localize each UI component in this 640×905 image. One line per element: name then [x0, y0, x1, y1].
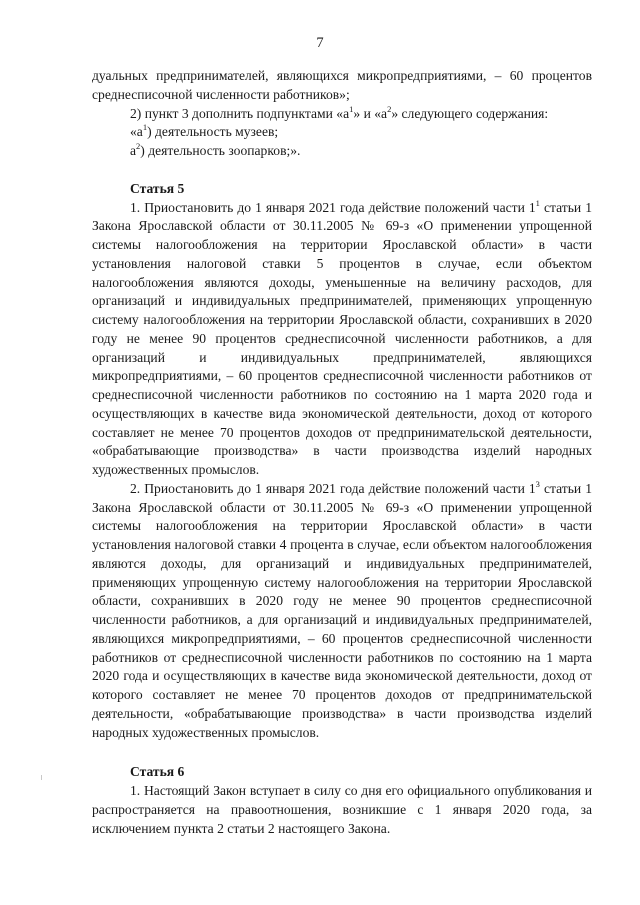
- amendment-text: » следующего содержания:: [391, 105, 549, 121]
- paragraph-text: статьи 1 Закона Ярославской области от 30.11.2005 № 69-з «О применении упрощенной системы налогообложения на территории Ярославской области» в части установления налоговой ставки 4 процента в случае, если объектом налогообложения являются доходы, для организаций и индивидуальных предпринимателей, применяющих упрощенную систему налогообложения на территории Ярославской области, сохранивших в 2020 году не менее 90 процентов среднесписочной численности работников, а для организаций и индивидуальных предпринимателей, являющихся микропредприятиями, – 60 процентов среднесписочной численности работников от среднесписочной численности работников по состоянию на 1 марта 2020 года и осуществляющих в качестве вида экономической деятельности, доход от которого составляет не менее 70 процентов доходов от предпринимательской деятельности, «обрабатывающие производства» в части производства изделий народных художественных промыслов.: [92, 480, 592, 740]
- paragraph-text: 2. Приостановить до 1 января 2021 года действие положений части 1: [130, 480, 536, 496]
- amendment-point-2: [92, 105, 592, 124]
- article-5-paragraph-1: [92, 199, 592, 480]
- article-5-paragraph-2: [92, 480, 592, 743]
- superscript: 2: [136, 141, 141, 151]
- superscript: 3: [535, 478, 540, 489]
- subitem-text: а: [130, 143, 137, 158]
- amendment-text: 2) пункт 3 дополнить подпунктами «а: [130, 105, 350, 121]
- continued-paragraph: дуальных предпринимателей, являющихся микропредприятиями, – 60 процентов среднесписочной численности работников»;: [92, 68, 592, 102]
- paragraph-text: статьи 1 Закона Ярославской области от 30.11.2005 № 69-з «О применении упрощенной системы налогообложения на территории Ярославской области» в части установления налоговой ставки 5 процентов в случае, если объектом налогообложения являются доходы, уменьшенные на величину расходов, для организаций и индивидуальных предпринимателей, применяющих упрощенную систему налогообложения на территории Ярославской области, сохранивших в 2020 году не менее 90 процентов среднесписочной численности работников, а для организаций и индивидуальных предпринимателей, являющихся микропредприятиями, – 60 процентов среднесписочной численности работников от среднесписочной численности работников по состоянию на 1 марта 2020 года и осуществляющих в качестве вида экономической деятельности, доход от которого составляет не менее 70 процентов доходов от предпринимательской деятельности, «обрабатывающие производства» в части производства изделий народных художественных промыслов.: [92, 199, 592, 477]
- document-body: [92, 67, 592, 838]
- superscript: 2: [387, 103, 392, 114]
- article-6-heading: Статья 6: [130, 764, 185, 780]
- spacer: [92, 161, 592, 180]
- scan-artifact: [41, 775, 42, 780]
- subitem-zoos: [92, 142, 592, 161]
- article-5-heading: Статья 5: [130, 180, 185, 196]
- subitem-text: ) деятельность зоопарков;».: [140, 143, 301, 158]
- superscript: 1: [535, 197, 540, 208]
- subitem-text: ) деятельность музеев;: [147, 124, 279, 140]
- paragraph-text: 1. Приостановить до 1 января 2021 года действие положений части 1: [130, 199, 536, 215]
- amendment-text: » и «а: [353, 105, 388, 121]
- superscript: 1: [142, 122, 148, 133]
- superscript: 1: [349, 103, 354, 114]
- subitem-museums: [92, 123, 592, 142]
- spacer: [92, 742, 592, 763]
- subitem-text: «а: [130, 124, 143, 140]
- article-6-paragraph-1: 1. Настоящий Закон вступает в силу со дня его официального опубликования и распространяется на правоотношения, возникшие с 1 января 2020 года, за исключением пункта 2 статьи 2 настоящего Закона.: [92, 783, 592, 836]
- page-number: 7: [316, 35, 324, 51]
